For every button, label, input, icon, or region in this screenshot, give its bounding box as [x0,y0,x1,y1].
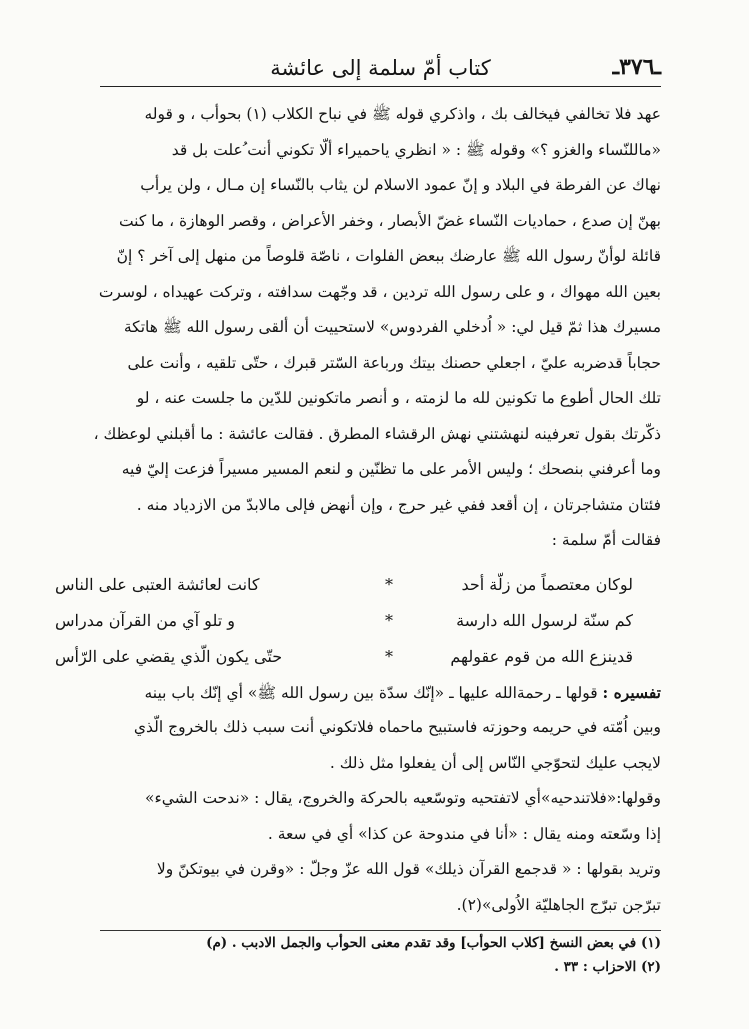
footnote: (١) في بعض النسخ [كلاب الحوأب] وقد تقدم معنى الحوأب والجمل الادبب . (م) [206,935,661,951]
verse-second-hemistich: و تلو آي من القرآن مدراس [55,610,235,630]
text-line: حجاباً قدضربه عليّ ، اجعلي حصنك بيتك ورباعة السّتر قبرك ، حتّى تلقيه ، وأنت على [127,353,661,372]
text-line: وبين اُمّته في حريمه وحوزته فاستبيح ماحماه فلاتكوني أنت سبب ذلك بالخروج الّذي [133,718,661,736]
text-line: فئتان متشاجرتان ، إن أقعد ففي غير حرج ، وإن أنهض فإلى مالابدّ من الازدياد منه . [136,495,661,514]
text-line: وقولها:«فلاتندحيه»أي لاتفتحيه وتوسّعيه بالحركة والخروج، يقال : «ندحت الشيء» [144,789,661,807]
text-line: تلك الحال أطوع ما تكونين لله ما لزمته ، و أنصر ماتكونين للدّين ما جلست عنه ، لو [136,389,661,407]
text-line: مسيرك هذا ثمّ قيل لي: « اُدخلي الفردوس» لاستحييت أن ألقى رسول الله ﷺ هاتكة [123,318,661,336]
book-title: كتاب أمّ سلمة إلى عائشة [270,56,491,80]
text-line: بعين الله مهواك ، و على رسول الله تردين ، قد وجّهت سدافته ، وتركت عهيداه ، لوسرت [98,282,661,301]
text-line: لايجب عليك لتحوّجي النّاس إلى أن يفعلوا مثل ذلك . [329,753,661,772]
footnote: (٢) الاحزاب : ٣٣ . [554,959,661,975]
text-line: تبرّجن تبرّج الجاهليّة الاُولى»(٢). [456,895,661,914]
verse-separator: * [385,610,393,630]
footnotes [100,930,661,979]
text-line: «ماللنّساء والغزو ؟» وقوله ﷺ : « انظري ياحميراء ألّا تكوني أنت ُعلت بل قد [171,140,661,159]
text-line: بهنّ إن صدع ، حماديات النّساء غضّ الأبصار ، وخفر الأعراض ، وقصر الوهازة ، ما كنت [118,211,661,230]
text-line: عهد فلا تخالفي فيخالف بك ، واذكري قوله ﷺ في نباح الكلاب (١) بحوأب ، و قوله [144,105,661,123]
tafsir-text: قولها ـ رحمةالله عليها ـ «إنّك سدّة بين رسول الله ﷺ» أي إنّك باب بينه [144,683,603,702]
text-line: وتريد بقولها : « قدجمع القرآن ذيلك» قول الله عزّ وجلّ : «وقرن في بيوتكنّ ولا [156,860,661,878]
tafsir-label: تفسيره : [602,682,661,702]
text-line: وما أعرفني بنصحك ؛ وليس الأمر على ما تظنّين و لنعم المسير مسيراً فزعت إليّ فيه [121,460,661,478]
page-number: ـ٣٧٦ـ [612,54,661,80]
tafsir-line [89,675,661,711]
poem-verse [55,603,661,639]
verse-first-hemistich: لوكان معتصماً من زلّة أحد [461,574,633,594]
verse-second-hemistich: حتّى يكون الّذي يقضي على الرّأس [55,646,283,666]
verse-first-hemistich: قدينزع الله من قوم عقولهم [450,646,633,666]
text-line: قائلة لوأنّ رسول الله ﷺ عارضك ببعض الفلوات ، ناصّة قلوصاً من منهل إلى آخر ؟ إنّ [116,247,661,265]
text-line: فقالت أمّ سلمة : [551,531,661,549]
verse-separator: * [385,646,393,666]
text-line: إذا وسّعته ومنه يقال : «أنا في مندوحة عن كذا» أي في سعة . [267,824,661,843]
verse-separator: * [385,574,393,594]
poem-verse [55,639,661,675]
poem-verse [55,567,661,603]
page-header [100,52,661,87]
page-body [55,97,661,923]
text-line: نهاك عن الفرطة في البلاد و إنّ عمود الاسلام لن يثاب بالنّساء إن مـال ، ولن يرأب [140,176,661,194]
poem [55,567,661,675]
verse-second-hemistich: كانت لعائشة العتبى على الناس [55,574,260,594]
text-line: ذكّرتك بقول تعرفينه لنهشتني نهش الرقشاء المطرق . فقالت عائشة : ما أقبلني لوعظك ، [93,424,661,443]
verse-first-hemistich: كم سنّة لرسول الله دارسة [456,610,633,630]
